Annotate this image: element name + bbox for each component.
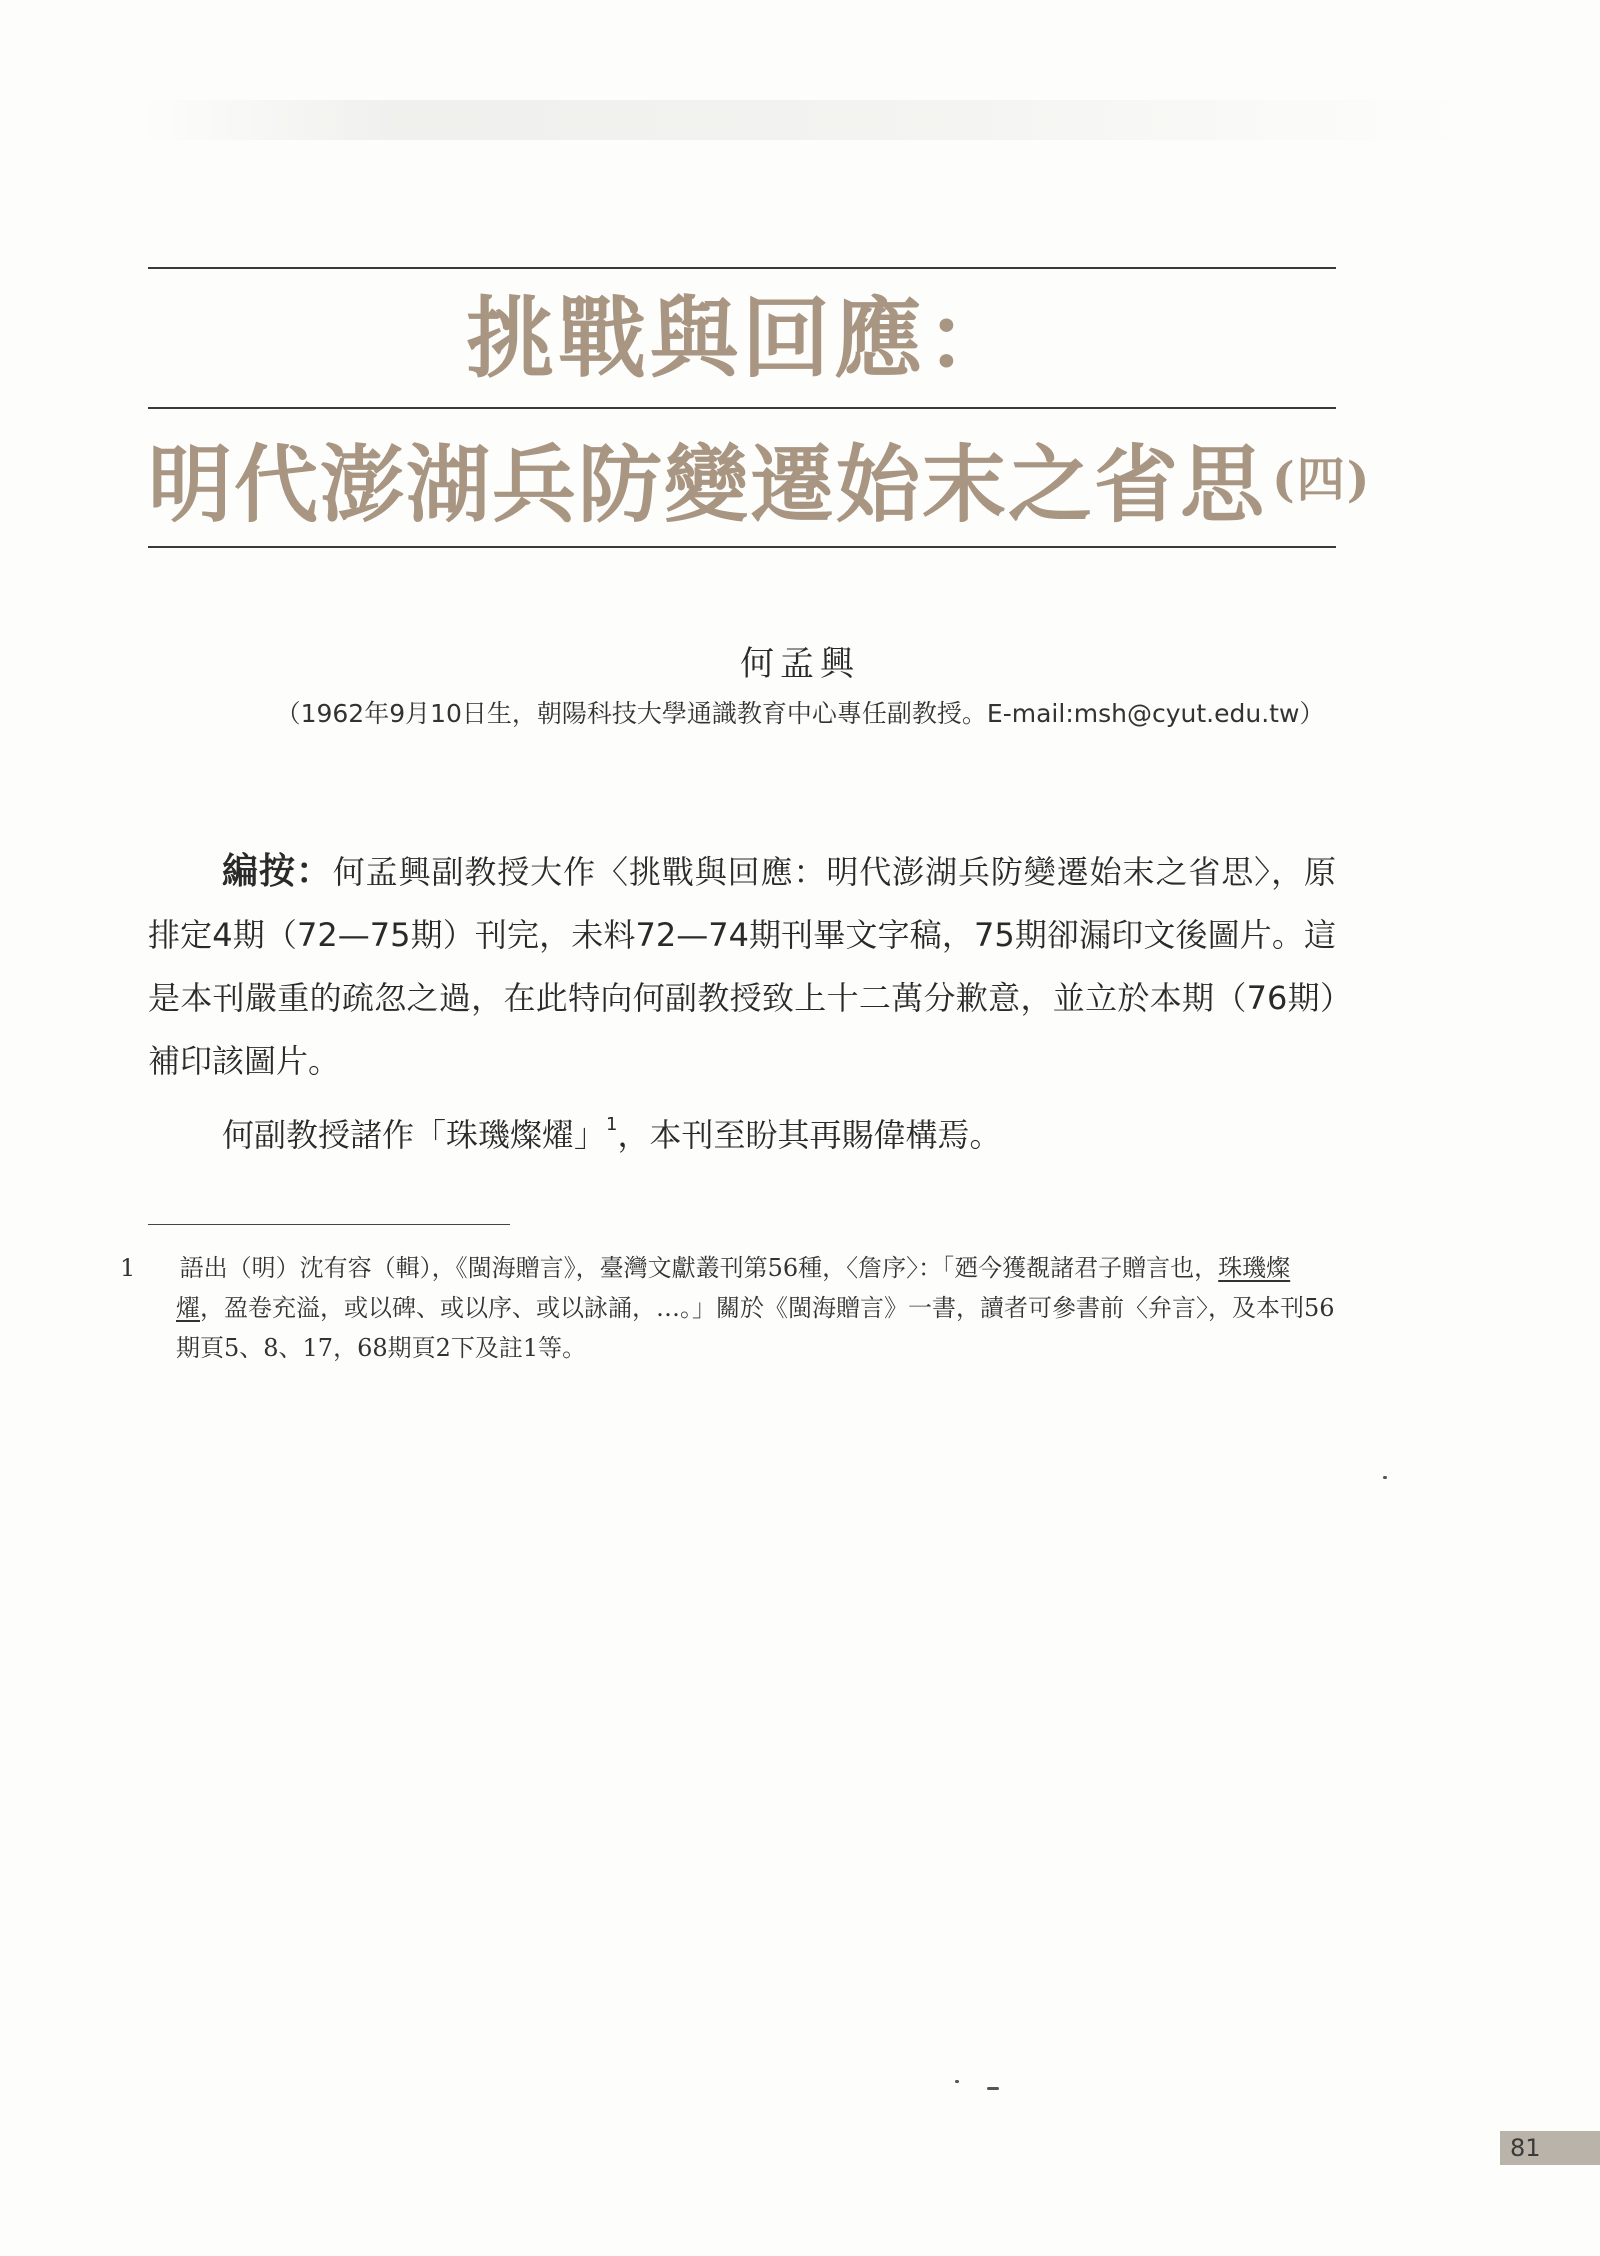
title-top-rule <box>148 267 1336 269</box>
title-line-2 <box>148 430 1372 535</box>
footnote-underlined-phrase: 珠璣燦燿 <box>176 1254 1291 1322</box>
footnote-reference[interactable]: 1 <box>606 1114 618 1135</box>
editor-note-paragraph <box>148 840 1336 1093</box>
footnote-body <box>120 1248 1336 1368</box>
title-part-number: (四) <box>1272 452 1372 508</box>
page-number: 81 <box>1500 2131 1600 2165</box>
editor-note-section <box>148 840 1336 1167</box>
title-bottom-rule <box>148 546 1336 548</box>
scan-speck <box>987 2087 999 2090</box>
scan-smudge <box>140 100 1470 140</box>
scan-speck <box>955 2080 959 2083</box>
title-line-2-text: 明代澎湖兵防變遷始末之省思 <box>148 435 1267 534</box>
editor-note-text: 何孟興副教授大作〈挑戰與回應：明代澎湖兵防變遷始末之省思〉，原排定4期（72—75期）刊完，未料72—74期刊畢文字稿，75期卻漏印文後圖片。這是本刊嚴重的疏忽之過，在此特向何副教授致上十二萬分歉意，並立於本期（76期）補印該圖片。 <box>148 853 1336 1080</box>
author-note: （1962年9月10日生，朝陽科技大學通識教育中心專任副教授。E-mail:msh@cyut.edu.tw） <box>275 699 1325 728</box>
footnote-text-a: 語出（明）沈有容（輯），《閩海贈言》，臺灣文獻叢刊第56種，〈詹序〉：「廼今獲覩諸君子贈言也， <box>179 1254 1219 1282</box>
title-middle-rule <box>148 407 1336 409</box>
footnote-separator <box>148 1224 510 1225</box>
footnote-number: 1 <box>120 1254 136 1282</box>
para2-text-after: ，本刊至盼其再賜偉構焉。 <box>617 1116 1002 1154</box>
para2-text-before: 何副教授諸作「珠璣燦燿」 <box>222 1116 607 1154</box>
footnote <box>120 1248 1336 1368</box>
scan-speck <box>1383 1476 1387 1479</box>
author-name: 何孟興 <box>740 644 860 684</box>
editor-note-label: 編按： <box>222 851 333 892</box>
title-line-1 <box>148 288 1336 388</box>
title-line-1-text: 挑戰與回應： <box>465 286 1018 390</box>
footnote-text-b: ，盈卷充溢，或以碑、或以序、或以詠誦，…。」關於《閩海贈言》一書，讀者可參書前〈弁言〉，及本刊56期頁5、8、17，68期頁2下及註1等。 <box>176 1294 1335 1362</box>
editor-note-paragraph-2 <box>148 1093 1336 1167</box>
